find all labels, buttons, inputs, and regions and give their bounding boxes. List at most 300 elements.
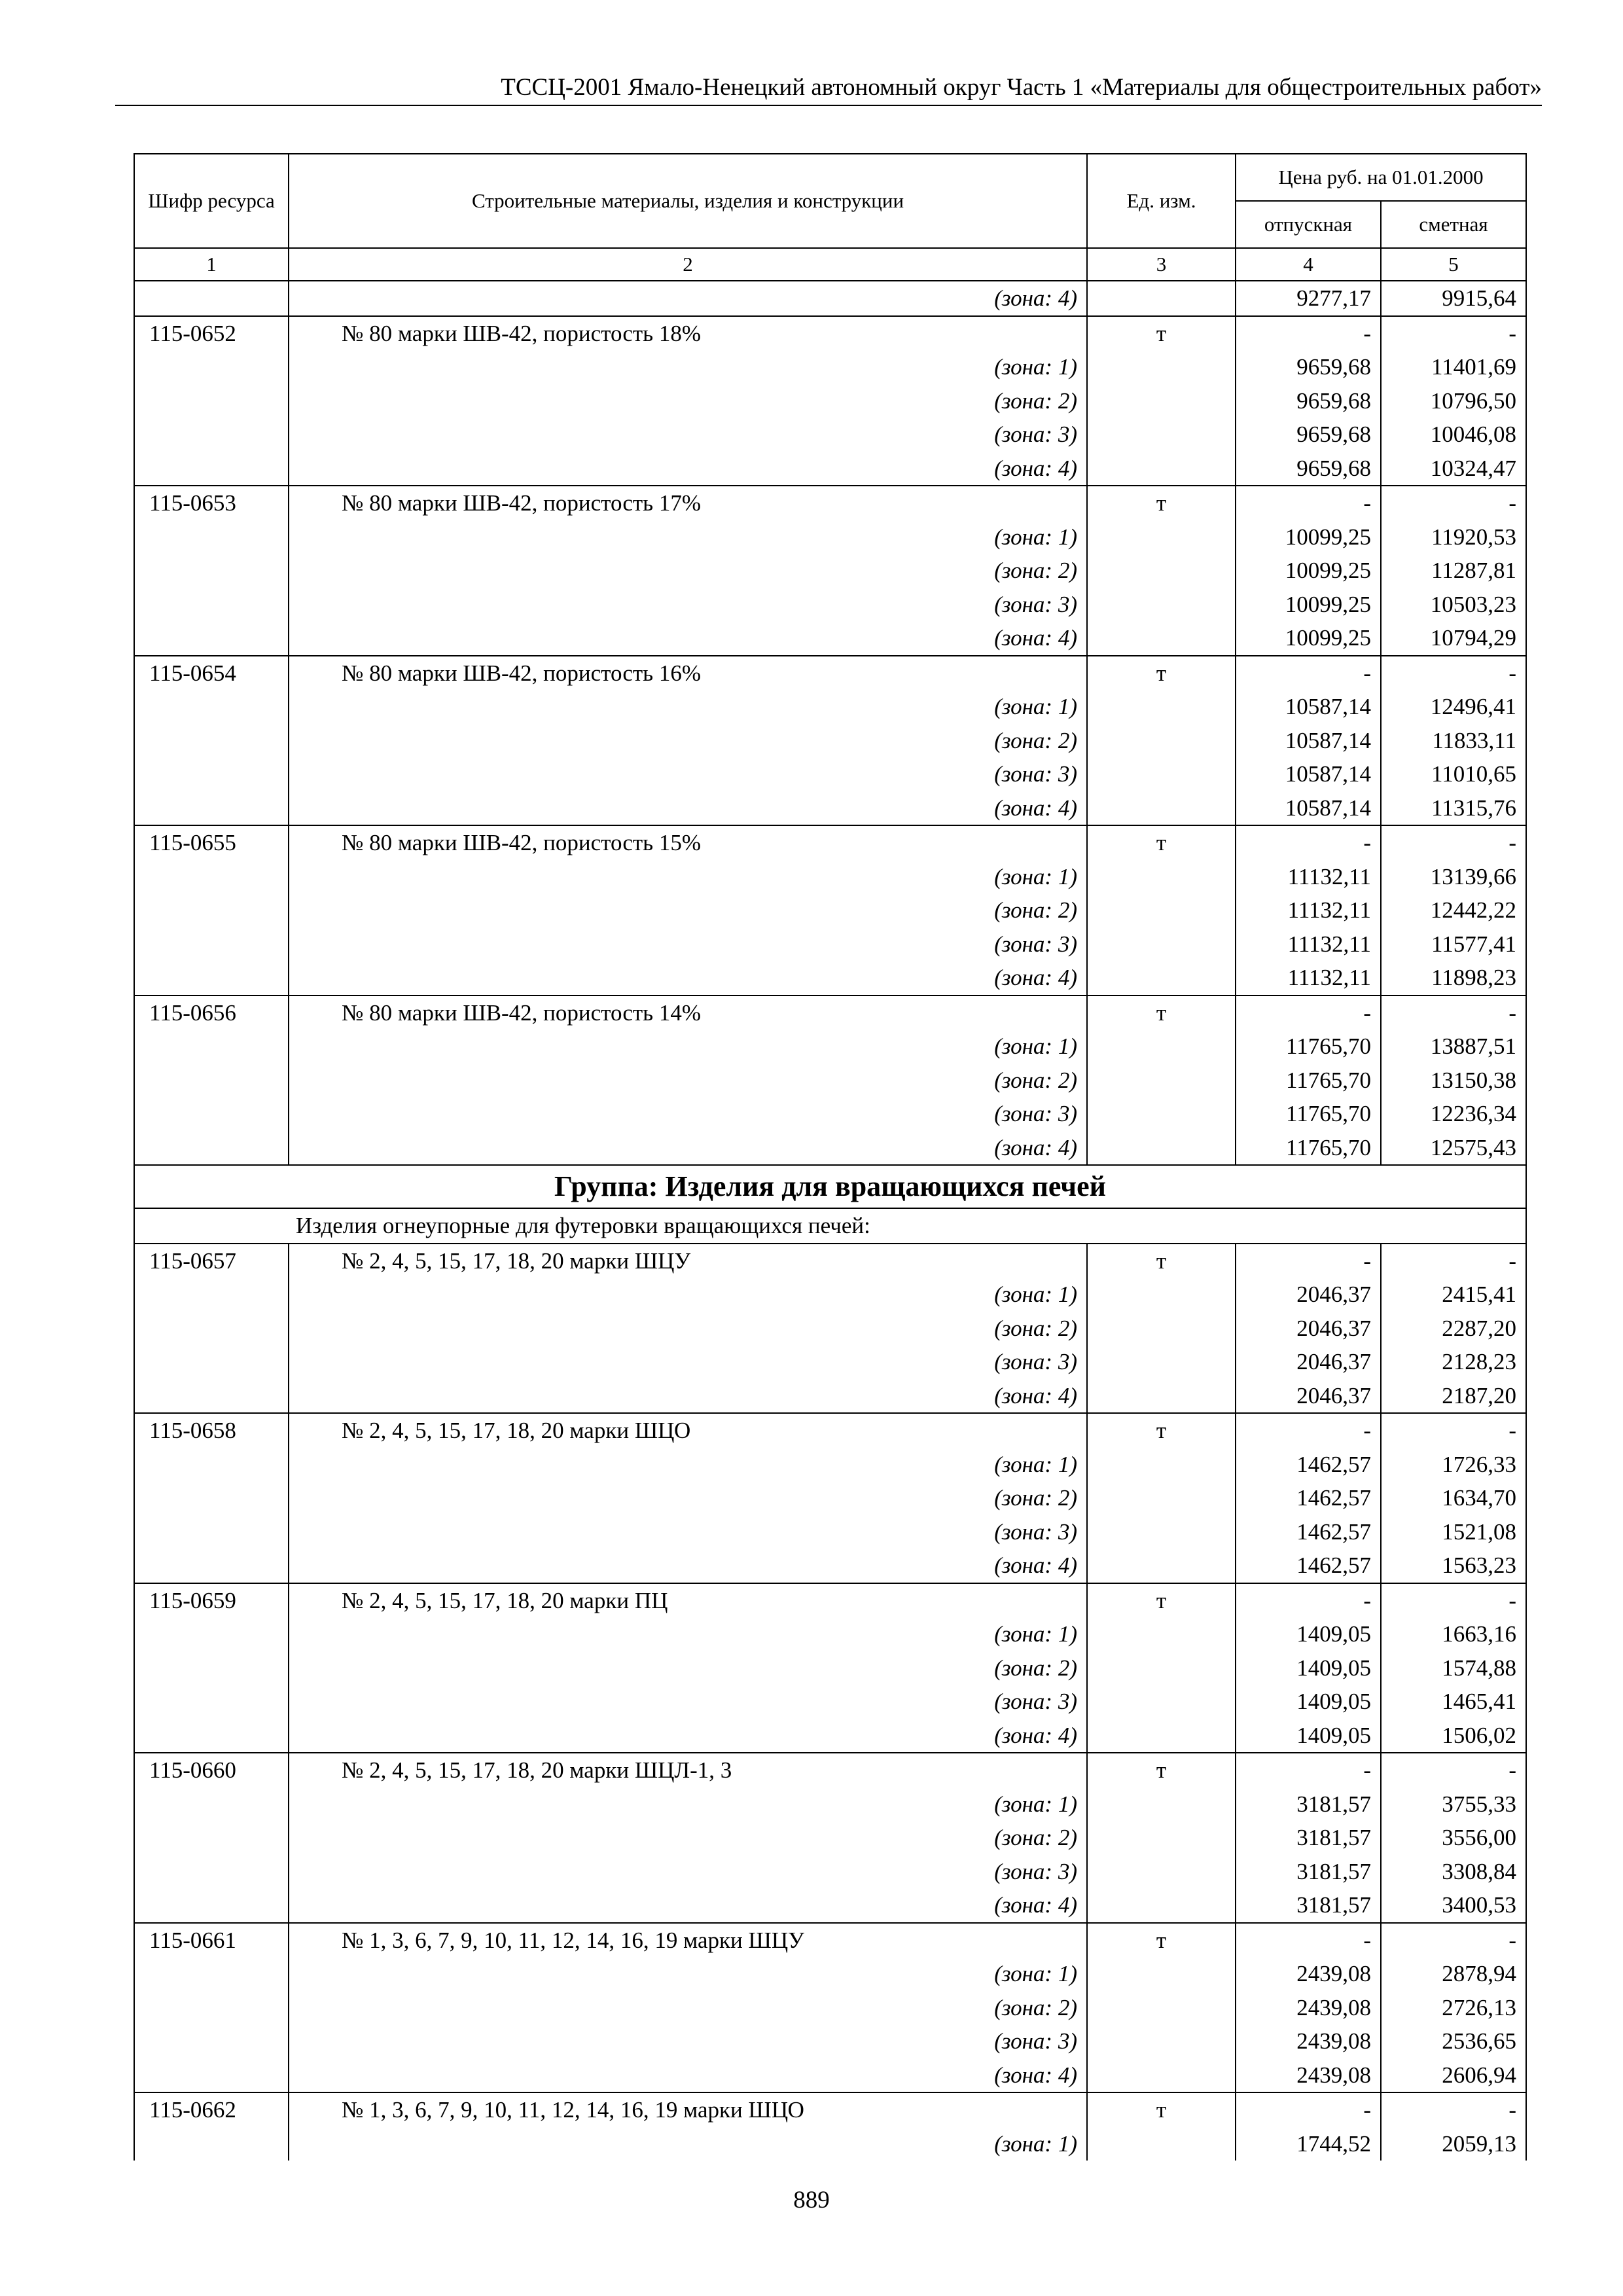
zone-cell: (зона: 2)	[289, 1481, 1087, 1515]
zone-cell: (зона: 4)	[289, 1379, 1087, 1414]
code-cell	[134, 520, 289, 554]
table-row-zone	[134, 791, 1526, 826]
zone-cell: (зона: 2)	[289, 893, 1087, 927]
table-row-zone	[134, 893, 1526, 927]
code-cell	[134, 1097, 289, 1131]
code-cell	[134, 1617, 289, 1651]
unit-cell	[1087, 1549, 1236, 1583]
unit-cell	[1087, 927, 1236, 961]
zone-cell: (зона: 2)	[289, 1651, 1087, 1685]
table-row-item	[134, 1413, 1526, 1448]
unit-cell	[1087, 2024, 1236, 2058]
table-row-zone	[134, 1651, 1526, 1685]
release-price-cell: 1409,05	[1236, 1685, 1381, 1719]
table-row-zone	[134, 961, 1526, 996]
resource-code-cell: 115-0653	[134, 486, 289, 520]
code-cell	[134, 961, 289, 996]
unit-cell: т	[1087, 1923, 1236, 1958]
col-unit-label: Ед. изм.	[1126, 189, 1196, 212]
table-row-zone	[134, 757, 1526, 791]
estimate-price-cell: -	[1381, 1244, 1526, 1278]
estimate-price-cell: 1634,70	[1381, 1481, 1526, 1515]
col-code-label: Шифр ресурса	[148, 189, 275, 212]
unit-cell	[1087, 1957, 1236, 1991]
code-cell	[134, 2024, 289, 2058]
estimate-price-cell: 1726,33	[1381, 1448, 1526, 1482]
unit-cell	[1087, 1312, 1236, 1346]
release-price-cell: 3181,57	[1236, 1821, 1381, 1855]
unit-cell	[1087, 621, 1236, 656]
unit-cell: т	[1087, 996, 1236, 1030]
code-cell	[134, 281, 289, 316]
unit-cell	[1087, 1719, 1236, 1753]
estimate-price-cell: -	[1381, 1753, 1526, 1787]
zone-cell: (зона: 2)	[289, 554, 1087, 588]
release-price-cell: 11132,11	[1236, 961, 1381, 996]
unit-cell	[1087, 1515, 1236, 1549]
table-row-zone	[134, 452, 1526, 486]
table-row-zone	[134, 1957, 1526, 1991]
release-price-cell: -	[1236, 1753, 1381, 1787]
table-row-zone	[134, 1030, 1526, 1064]
release-price-cell: 2046,37	[1236, 1379, 1381, 1414]
unit-cell: т	[1087, 1244, 1236, 1278]
resource-code-cell: 115-0654	[134, 656, 289, 691]
code-cell	[134, 1278, 289, 1312]
code-cell	[134, 1787, 289, 1821]
code-cell	[134, 791, 289, 826]
code-cell	[134, 860, 289, 894]
zone-cell: (зона: 3)	[289, 588, 1087, 622]
zone-cell: (зона: 1)	[289, 1957, 1087, 1991]
estimate-price-cell: 3556,00	[1381, 1821, 1526, 1855]
estimate-price-cell: 2536,65	[1381, 2024, 1526, 2058]
estimate-price-cell: -	[1381, 656, 1526, 691]
table-row-zone	[134, 927, 1526, 961]
table-row-zone	[134, 1549, 1526, 1583]
table-row-zone	[134, 1991, 1526, 2025]
code-cell	[134, 2058, 289, 2093]
estimate-price-cell: 3308,84	[1381, 1855, 1526, 1889]
estimate-price-cell: 10324,47	[1381, 452, 1526, 486]
estimate-price-cell: -	[1381, 825, 1526, 860]
table-row-carryover	[134, 281, 1526, 316]
table-row-zone	[134, 1312, 1526, 1346]
release-price-cell: 3181,57	[1236, 1855, 1381, 1889]
code-cell	[134, 1312, 289, 1346]
table-row-item	[134, 2092, 1526, 2127]
table-row-zone	[134, 1448, 1526, 1482]
unit-cell	[1087, 520, 1236, 554]
unit-cell	[1087, 1131, 1236, 1166]
release-price-cell: 9659,68	[1236, 350, 1381, 384]
zone-cell: (зона: 3)	[289, 418, 1087, 452]
code-cell	[134, 384, 289, 418]
release-price-cell: 11765,70	[1236, 1131, 1381, 1166]
unit-cell	[1087, 961, 1236, 996]
table-row-item	[134, 825, 1526, 860]
zone-cell: (зона: 2)	[289, 1064, 1087, 1098]
unit-cell	[1087, 418, 1236, 452]
estimate-price-cell: -	[1381, 996, 1526, 1030]
col-number-3: 3	[1087, 248, 1236, 281]
release-price-cell: 3181,57	[1236, 1787, 1381, 1821]
release-price-cell: 1462,57	[1236, 1448, 1381, 1482]
code-cell	[134, 1855, 289, 1889]
table-row-zone	[134, 384, 1526, 418]
zone-cell: (зона: 1)	[289, 1030, 1087, 1064]
unit-cell	[1087, 2058, 1236, 2093]
estimate-price-cell: 10794,29	[1381, 621, 1526, 656]
material-name-cell: № 2, 4, 5, 15, 17, 18, 20 марки ШЦЛ-1, 3	[289, 1753, 1087, 1787]
estimate-price-cell: 11315,76	[1381, 791, 1526, 826]
estimate-price-cell: 11898,23	[1381, 961, 1526, 996]
release-price-cell: -	[1236, 2092, 1381, 2127]
estimate-price-cell: 3400,53	[1381, 1888, 1526, 1923]
release-price-cell: 2046,37	[1236, 1345, 1381, 1379]
table-row-zone	[134, 860, 1526, 894]
material-name-cell: № 2, 4, 5, 15, 17, 18, 20 марки ПЦ	[289, 1583, 1087, 1618]
code-cell	[134, 1481, 289, 1515]
estimate-price-cell: 1574,88	[1381, 1651, 1526, 1685]
unit-cell	[1087, 350, 1236, 384]
code-cell	[134, 1345, 289, 1379]
estimate-price-cell: 12496,41	[1381, 690, 1526, 724]
code-cell	[134, 690, 289, 724]
unit-cell	[1087, 1821, 1236, 1855]
material-name-cell: № 80 марки ШВ-42, пористость 14%	[289, 996, 1087, 1030]
release-price-cell: 1744,52	[1236, 2127, 1381, 2161]
resource-code-cell: 115-0659	[134, 1583, 289, 1618]
estimate-price-cell: 2878,94	[1381, 1957, 1526, 1991]
unit-cell	[1087, 1787, 1236, 1821]
zone-cell: (зона: 1)	[289, 1278, 1087, 1312]
release-price-cell: 1462,57	[1236, 1515, 1381, 1549]
unit-cell	[1087, 1991, 1236, 2025]
estimate-price-cell: -	[1381, 1923, 1526, 1958]
table-row-zone	[134, 621, 1526, 656]
unit-cell	[1087, 1888, 1236, 1923]
zone-cell: (зона: 2)	[289, 384, 1087, 418]
code-cell	[134, 588, 289, 622]
release-price-cell: 2046,37	[1236, 1278, 1381, 1312]
estimate-price-cell: 3755,33	[1381, 1787, 1526, 1821]
zone-cell: (зона: 3)	[289, 757, 1087, 791]
col-release-header: отпускная	[1236, 201, 1381, 248]
subgroup-title-row	[134, 1208, 1526, 1244]
unit-cell: т	[1087, 316, 1236, 351]
unit-cell	[1087, 860, 1236, 894]
release-price-cell: 9277,17	[1236, 281, 1381, 316]
table-row-zone	[134, 1515, 1526, 1549]
zone-cell: (зона: 1)	[289, 1787, 1087, 1821]
zone-cell: (зона: 1)	[289, 860, 1087, 894]
estimate-price-cell: 13150,38	[1381, 1064, 1526, 1098]
resource-code-cell: 115-0657	[134, 1244, 289, 1278]
resource-code-cell: 115-0655	[134, 825, 289, 860]
estimate-price-cell: 2059,13	[1381, 2127, 1526, 2161]
unit-cell	[1087, 1278, 1236, 1312]
zone-cell: (зона: 4)	[289, 1131, 1087, 1166]
table-row-zone	[134, 554, 1526, 588]
release-price-cell: -	[1236, 316, 1381, 351]
unit-cell	[1087, 1379, 1236, 1414]
unit-cell	[1087, 757, 1236, 791]
group-title: Группа: Изделия для вращающихся печей	[134, 1165, 1526, 1208]
table-row-zone	[134, 1278, 1526, 1312]
col-estimate-header: сметная	[1381, 201, 1526, 248]
estimate-price-cell: -	[1381, 316, 1526, 351]
zone-cell: (зона: 4)	[289, 791, 1087, 826]
estimate-price-cell: -	[1381, 1413, 1526, 1448]
material-name-cell: № 1, 3, 6, 7, 9, 10, 11, 12, 14, 16, 19 марки ШЦУ	[289, 1923, 1087, 1958]
release-price-cell: -	[1236, 996, 1381, 1030]
table-row-zone	[134, 1379, 1526, 1414]
code-cell	[134, 1549, 289, 1583]
table-row-zone	[134, 690, 1526, 724]
table-row-zone	[134, 1131, 1526, 1166]
release-price-cell: 2046,37	[1236, 1312, 1381, 1346]
estimate-price-cell: 11920,53	[1381, 520, 1526, 554]
estimate-price-cell: 10046,08	[1381, 418, 1526, 452]
table-row-zone	[134, 1855, 1526, 1889]
release-price-cell: 9659,68	[1236, 418, 1381, 452]
unit-cell	[1087, 588, 1236, 622]
code-cell	[134, 1685, 289, 1719]
estimate-price-cell: -	[1381, 1583, 1526, 1618]
col-code-header	[134, 154, 289, 248]
release-price-cell: 11765,70	[1236, 1064, 1381, 1098]
zone-cell: (зона: 4)	[289, 2058, 1087, 2093]
table-body-a	[134, 281, 1526, 1165]
estimate-price-cell: 9915,64	[1381, 281, 1526, 316]
release-price-cell: -	[1236, 1244, 1381, 1278]
estimate-price-cell: -	[1381, 486, 1526, 520]
resource-code-cell: 115-0656	[134, 996, 289, 1030]
code-cell	[134, 1131, 289, 1166]
zone-cell: (зона: 2)	[289, 1312, 1087, 1346]
unit-cell	[1087, 384, 1236, 418]
table-row-item	[134, 1244, 1526, 1278]
table-row-item	[134, 486, 1526, 520]
col-unit-header	[1087, 154, 1236, 248]
table-row-item	[134, 656, 1526, 691]
zone-cell: (зона: 1)	[289, 2127, 1087, 2161]
release-price-cell: -	[1236, 486, 1381, 520]
table-row-zone	[134, 1064, 1526, 1098]
estimate-price-cell: 12236,34	[1381, 1097, 1526, 1131]
table-row-zone	[134, 1888, 1526, 1923]
header-divider	[115, 105, 1542, 106]
unit-cell	[1087, 1345, 1236, 1379]
table-row-item	[134, 996, 1526, 1030]
table-row-zone	[134, 1481, 1526, 1515]
table-row-item	[134, 1923, 1526, 1958]
release-price-cell: -	[1236, 1413, 1381, 1448]
unit-cell	[1087, 1855, 1236, 1889]
price-table	[134, 153, 1527, 2161]
group-title-row	[134, 1165, 1526, 1208]
unit-cell: т	[1087, 1583, 1236, 1618]
unit-cell	[1087, 1030, 1236, 1064]
code-cell	[134, 1515, 289, 1549]
estimate-price-cell: 2128,23	[1381, 1345, 1526, 1379]
col-price-group-header: Цена руб. на 01.01.2000	[1236, 154, 1526, 201]
estimate-price-cell: 11577,41	[1381, 927, 1526, 961]
unit-cell	[1087, 1651, 1236, 1685]
unit-cell	[1087, 791, 1236, 826]
estimate-price-cell: 13887,51	[1381, 1030, 1526, 1064]
unit-cell	[1087, 281, 1236, 316]
table-row-zone	[134, 350, 1526, 384]
unit-cell	[1087, 1064, 1236, 1098]
estimate-price-cell: 10503,23	[1381, 588, 1526, 622]
code-cell	[134, 1957, 289, 1991]
table-row-item	[134, 316, 1526, 351]
table-row-item	[134, 1753, 1526, 1787]
subgroup-title: Изделия огнеупорные для футеровки вращающихся печей:	[134, 1208, 1526, 1244]
table-row-zone	[134, 1097, 1526, 1131]
zone-cell: (зона: 1)	[289, 690, 1087, 724]
code-cell	[134, 621, 289, 656]
release-price-cell: 3181,57	[1236, 1888, 1381, 1923]
code-cell	[134, 757, 289, 791]
code-cell	[134, 1991, 289, 2025]
col-number-2: 2	[289, 248, 1087, 281]
zone-cell: (зона: 3)	[289, 1097, 1087, 1131]
unit-cell: т	[1087, 656, 1236, 691]
material-name-cell: № 80 марки ШВ-42, пористость 16%	[289, 656, 1087, 691]
page-number: 889	[793, 2187, 830, 2214]
release-price-cell: 11765,70	[1236, 1030, 1381, 1064]
material-name-cell: № 2, 4, 5, 15, 17, 18, 20 марки ШЦО	[289, 1413, 1087, 1448]
zone-cell: (зона: 4)	[289, 452, 1087, 486]
resource-code-cell: 115-0652	[134, 316, 289, 351]
release-price-cell: -	[1236, 1923, 1381, 1958]
code-cell	[134, 2127, 289, 2161]
estimate-price-cell: 2187,20	[1381, 1379, 1526, 1414]
unit-cell	[1087, 452, 1236, 486]
table-row-zone	[134, 724, 1526, 758]
release-price-cell: 10099,25	[1236, 554, 1381, 588]
zone-cell: (зона: 1)	[289, 520, 1087, 554]
zone-cell: (зона: 3)	[289, 1855, 1087, 1889]
release-price-cell: 1409,05	[1236, 1719, 1381, 1753]
resource-code-cell: 115-0662	[134, 2092, 289, 2127]
unit-cell	[1087, 1448, 1236, 1482]
release-price-cell: 10099,25	[1236, 621, 1381, 656]
estimate-price-cell: 1506,02	[1381, 1719, 1526, 1753]
code-cell	[134, 1030, 289, 1064]
release-price-cell: 10587,14	[1236, 724, 1381, 758]
estimate-price-cell: 11401,69	[1381, 350, 1526, 384]
code-cell	[134, 554, 289, 588]
estimate-price-cell: 12442,22	[1381, 893, 1526, 927]
code-cell	[134, 1064, 289, 1098]
unit-cell	[1087, 1617, 1236, 1651]
estimate-price-cell: 1465,41	[1381, 1685, 1526, 1719]
table-body-b	[134, 1244, 1526, 2161]
code-cell	[134, 1379, 289, 1414]
unit-cell	[1087, 690, 1236, 724]
zone-cell: (зона: 2)	[289, 1821, 1087, 1855]
release-price-cell: -	[1236, 656, 1381, 691]
estimate-price-cell: 13139,66	[1381, 860, 1526, 894]
code-cell	[134, 893, 289, 927]
code-cell	[134, 1651, 289, 1685]
col-number-4: 4	[1236, 248, 1381, 281]
code-cell	[134, 350, 289, 384]
unit-cell	[1087, 1481, 1236, 1515]
group-section	[134, 1165, 1526, 1244]
col-name-header: Строительные материалы, изделия и конструкции	[289, 154, 1087, 248]
material-name-cell: № 2, 4, 5, 15, 17, 18, 20 марки ШЦУ	[289, 1244, 1087, 1278]
col-number-5: 5	[1381, 248, 1526, 281]
zone-cell: (зона: 4)	[289, 961, 1087, 996]
release-price-cell: 10099,25	[1236, 520, 1381, 554]
release-price-cell: 11132,11	[1236, 893, 1381, 927]
zone-cell: (зона: 4)	[289, 281, 1087, 316]
estimate-price-cell: 1563,23	[1381, 1549, 1526, 1583]
release-price-cell: 2439,08	[1236, 2024, 1381, 2058]
release-price-cell: 2439,08	[1236, 2058, 1381, 2093]
unit-cell: т	[1087, 825, 1236, 860]
table-row-zone	[134, 2058, 1526, 2093]
estimate-price-cell: 11833,11	[1381, 724, 1526, 758]
table-row-zone	[134, 2127, 1526, 2161]
table-row-zone	[134, 1719, 1526, 1753]
resource-code-cell: 115-0661	[134, 1923, 289, 1958]
release-price-cell: 11132,11	[1236, 860, 1381, 894]
unit-cell: т	[1087, 1413, 1236, 1448]
code-cell	[134, 1448, 289, 1482]
zone-cell: (зона: 4)	[289, 621, 1087, 656]
code-cell	[134, 452, 289, 486]
zone-cell: (зона: 4)	[289, 1888, 1087, 1923]
table-row-zone	[134, 1787, 1526, 1821]
unit-cell	[1087, 554, 1236, 588]
resource-code-cell: 115-0660	[134, 1753, 289, 1787]
estimate-price-cell: 2726,13	[1381, 1991, 1526, 2025]
estimate-price-cell: 1663,16	[1381, 1617, 1526, 1651]
material-name-cell: № 80 марки ШВ-42, пористость 15%	[289, 825, 1087, 860]
material-name-cell: № 80 марки ШВ-42, пористость 17%	[289, 486, 1087, 520]
release-price-cell: 1462,57	[1236, 1481, 1381, 1515]
table-row-zone	[134, 588, 1526, 622]
estimate-price-cell: 12575,43	[1381, 1131, 1526, 1166]
release-price-cell: 2439,08	[1236, 1991, 1381, 2025]
code-cell	[134, 724, 289, 758]
table-row-item	[134, 1583, 1526, 1618]
release-price-cell: 1409,05	[1236, 1651, 1381, 1685]
code-cell	[134, 1821, 289, 1855]
table-header	[134, 154, 1526, 281]
table-row-zone	[134, 418, 1526, 452]
release-price-cell: 10587,14	[1236, 690, 1381, 724]
zone-cell: (зона: 3)	[289, 2024, 1087, 2058]
unit-cell	[1087, 893, 1236, 927]
zone-cell: (зона: 1)	[289, 350, 1087, 384]
release-price-cell: -	[1236, 825, 1381, 860]
code-cell	[134, 927, 289, 961]
resource-code-cell: 115-0658	[134, 1413, 289, 1448]
zone-cell: (зона: 4)	[289, 1549, 1087, 1583]
estimate-price-cell: -	[1381, 2092, 1526, 2127]
material-name-cell: № 1, 3, 6, 7, 9, 10, 11, 12, 14, 16, 19 марки ШЦО	[289, 2092, 1087, 2127]
zone-cell: (зона: 1)	[289, 1448, 1087, 1482]
unit-cell	[1087, 724, 1236, 758]
zone-cell: (зона: 3)	[289, 927, 1087, 961]
